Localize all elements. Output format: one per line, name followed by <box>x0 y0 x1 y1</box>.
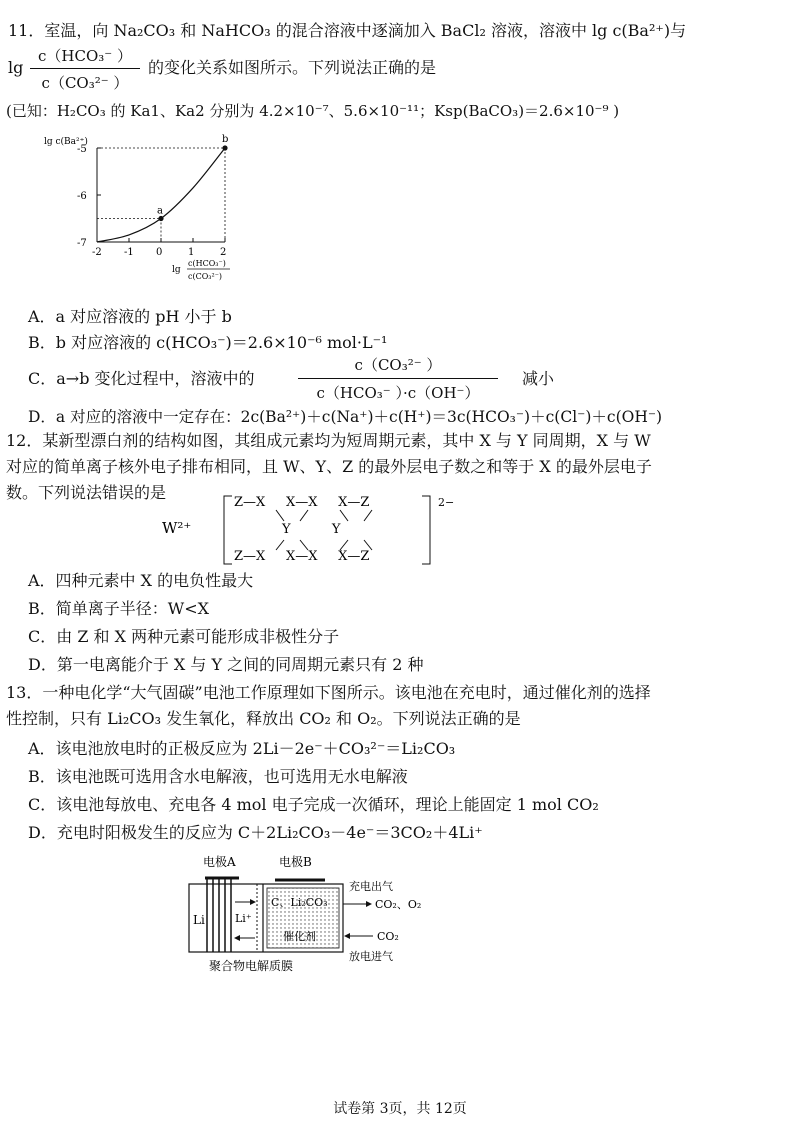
q11-option-c-numerator: c（CO₃²⁻ ） <box>354 356 442 374</box>
chart-xlabel-lg: lg <box>172 265 181 275</box>
q11-option-b: B．b 对应溶液的 c(HCO₃⁻)＝2.6×10⁻⁶ mol·L⁻¹ <box>28 333 388 352</box>
point-a <box>158 216 163 221</box>
q11-option-a: A．a 对应溶液的 pH 小于 b <box>28 307 232 326</box>
q11-fraction-bar <box>30 68 140 69</box>
catalyst-label: 催化剂 <box>283 930 316 943</box>
chart-ylabel: lg c(Ba²⁺) <box>44 137 88 147</box>
q11-stem-line1: 11．室温，向 Na₂CO₃ 和 NaHCO₃ 的混合溶液中逐滴加入 BaCl₂ 溶液，溶液中 lg c(Ba²⁺)与 <box>8 21 687 40</box>
q11-fraction-numerator: c（HCO₃⁻ ） <box>38 47 132 65</box>
point-b-label: b <box>222 134 229 145</box>
q12-option-d: D．第一电离能介于 X 与 Y 之间的同周期元素只有 2 种 <box>28 655 424 674</box>
q12-stem-line1: 12．某新型漂白剂的结构如图，其组成元素均为短周期元素，其中 X 与 Y 同周期，X 与 W <box>6 431 651 450</box>
cation-w: W²⁺ <box>162 519 192 537</box>
x-tick-label: -2 <box>92 247 102 258</box>
q11-option-d: D．a 对应的溶液中一定存在：2c(Ba²⁺)＋c(Na⁺)＋c(H⁺)＝3c(HCO₃⁻)＋c(Cl⁻)＋c(OH⁻) <box>28 408 663 426</box>
structure-row-bottom: Z—X X—X X—Z <box>234 549 370 564</box>
chart-xlabel-num: c(HCO₃⁻) <box>188 259 226 268</box>
page-footer: 试卷第 3页，共 12页 <box>333 1101 467 1117</box>
membrane-label: 聚合物电解质膜 <box>209 959 294 973</box>
electrode-a-label: 电极A <box>203 855 236 869</box>
q13-stem-line2: 性控制，只有 Li₂CO₃ 发生氧化，释放出 CO₂ 和 O₂。下列说法正确的是 <box>6 709 521 728</box>
cathode-material-label: C、Li₂CO₃ <box>271 896 328 909</box>
point-b <box>222 145 227 150</box>
q11-given-constants: (已知：H₂CO₃ 的 Ka1、Ka2 分别为 4.2×10⁻⁷、5.6×10⁻¹¹；Ksp(BaCO₃)＝2.6×10⁻⁹ ) <box>6 102 620 120</box>
in-gas-label: CO₂ <box>377 930 399 943</box>
anion-charge: 2− <box>438 496 455 509</box>
y-tick-label: -7 <box>77 238 87 249</box>
li-ion-label: Li⁺ <box>235 912 252 925</box>
point-a-label: a <box>157 205 163 217</box>
q12-stem-line2: 对应的简单离子核外电子排布相同，且 W、Y、Z 的最外层电子数之和等于 X 的最外层电子 <box>6 457 652 476</box>
q11-fraction-denominator: c（CO₃²⁻ ） <box>41 74 129 92</box>
q11-option-c-tail: 减小 <box>522 369 555 388</box>
q11-option-c: C．a→b 变化过程中，溶液中的 <box>28 369 255 388</box>
discharge-gas-label: 放电进气 <box>349 950 393 963</box>
left-bracket <box>224 496 232 564</box>
q12-structure <box>150 488 470 572</box>
y-tick-label: -6 <box>77 191 87 202</box>
out-gas-label: CO₂、O₂ <box>375 898 422 911</box>
right-bracket <box>422 496 430 564</box>
y-tick-label: -5 <box>77 144 87 155</box>
q13-option-d: D．充电时阳极发生的反应为 C＋2Li₂CO₃－4e⁻＝3CO₂＋4Li⁺ <box>28 823 483 842</box>
q12-option-b: B．简单离子半径：W<X <box>28 599 210 618</box>
chart-xlabel-den: c(CO₃²⁻) <box>188 272 223 281</box>
q13-option-b: B．该电池既可选用含水电解液，也可选用无水电解液 <box>28 767 408 786</box>
q11-option-c-bar <box>298 378 498 379</box>
q13-battery-diagram <box>175 850 475 980</box>
li-label: Li <box>193 913 205 927</box>
q13-option-a: A．该电池放电时的正极反应为 2Li－2e⁻＋CO₃²⁻＝Li₂CO₃ <box>28 739 456 758</box>
structure-row-top: Z—X X—X X—Z <box>234 495 370 510</box>
q12-option-c: C．由 Z 和 X 两种元素可能形成非极性分子 <box>28 627 340 646</box>
charge-gas-label: 充电出气 <box>349 880 393 893</box>
q11-option-c-denominator: c（HCO₃⁻ ）·c（OH⁻） <box>316 384 480 402</box>
q11-stem-line2: 的变化关系如图所示。下列说法正确的是 <box>148 58 437 77</box>
x-tick-label: 0 <box>156 247 163 258</box>
q12-option-a: A．四种元素中 X 的电负性最大 <box>28 571 254 590</box>
q11-chart <box>30 126 250 286</box>
x-tick-label: -1 <box>124 247 134 258</box>
q12-stem-line3: 数。下列说法错误的是 <box>6 483 167 502</box>
x-tick-label: 2 <box>220 247 227 258</box>
electrode-a-plates <box>207 878 231 952</box>
structure-row-middle: Y Y <box>282 522 341 537</box>
electrode-b-label: 电极B <box>279 855 312 869</box>
q13-stem-line1: 13．一种电化学“大气固碳”电池工作原理如下图所示。该电池在充电时，通过催化剂的选择 <box>6 683 651 702</box>
x-tick-label: 1 <box>188 247 195 258</box>
q11-lg: lg <box>8 58 24 77</box>
q13-option-c: C．该电池每放电、充电各 4 mol 电子完成一次循环，理论上能固定 1 mol CO₂ <box>28 795 599 814</box>
